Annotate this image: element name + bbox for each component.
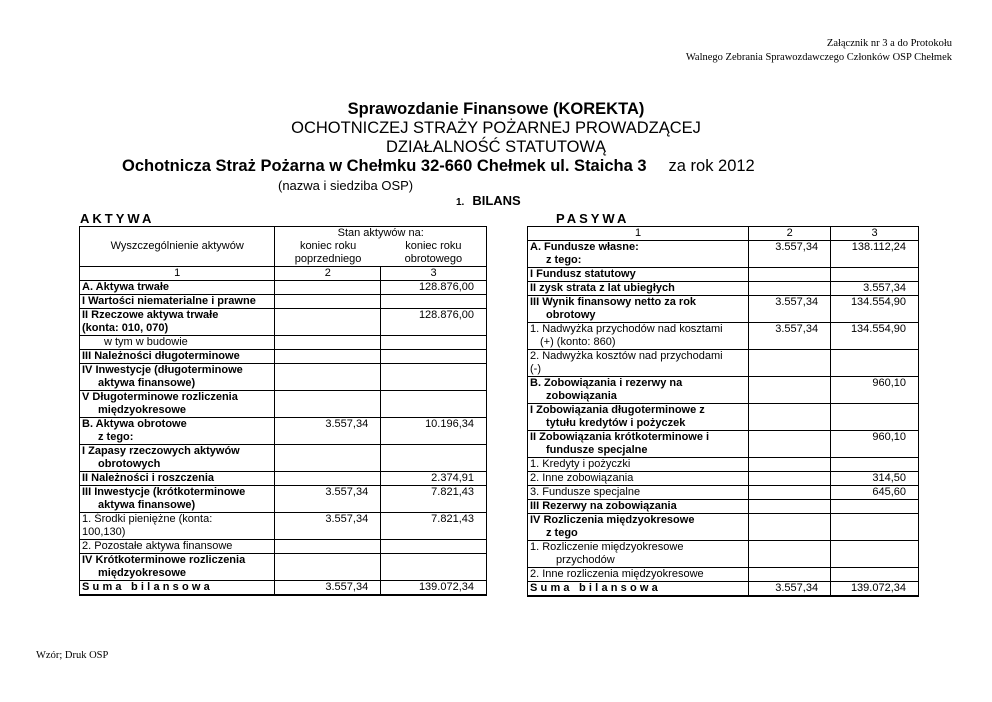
assets-row-label: B. Aktywa obrotowe (82, 418, 187, 430)
liabilities-row-curr-value (831, 458, 919, 472)
liabilities-row-label: III Wynik finansowy netto za rok (530, 296, 697, 308)
liabilities-col-number: 2 (749, 227, 831, 241)
assets-row-label: III Należności długoterminowe (82, 350, 240, 362)
assets-row-label-cell (80, 309, 275, 336)
section-number: 1. (456, 197, 465, 208)
liabilities-row-prev-value (749, 268, 831, 282)
liabilities-row-label: I Fundusz statutowy (530, 268, 636, 280)
assets-row (80, 445, 487, 472)
liabilities-sum-row (528, 582, 919, 597)
assets-row (80, 309, 487, 336)
liabilities-row (528, 472, 919, 486)
liabilities-row-curr-value (831, 514, 919, 541)
liabilities-row-curr-value: 138.112,24 (831, 241, 919, 268)
liabilities-row (528, 377, 919, 404)
assets-row-label-cell (80, 281, 275, 295)
liabilities-row-prev-value: 3.557,34 (749, 241, 831, 268)
liabilities-row-prev-value: 3.557,34 (749, 296, 831, 323)
assets-row-label: III Inwestycje (krótkoterminowe (82, 486, 246, 498)
assets-row-label: II Należności i roszczenia (82, 472, 215, 484)
liabilities-row-label-cell (528, 472, 749, 486)
liabilities-row (528, 514, 919, 541)
assets-row-label: I Zapasy rzeczowych aktywów (82, 445, 240, 457)
assets-row-label-cell (80, 513, 275, 540)
assets-row-label-cell (80, 554, 275, 581)
assets-row-label-cell (80, 364, 275, 391)
liabilities-row-label: IV Rozliczenia międzyokresowe (530, 514, 695, 526)
assets-row-curr-value: 128.876,00 (381, 309, 487, 336)
assets-row-label-continued: 100,130) (82, 526, 126, 538)
assets-row (80, 472, 487, 486)
assets-col-header-label: Wyszczególnienie aktywów (80, 227, 275, 267)
assets-row-label-cell (80, 445, 275, 472)
liabilities-row-curr-value: 134.554,90 (831, 296, 919, 323)
assets-col-number: 2 (275, 267, 381, 281)
assets-row (80, 513, 487, 540)
report-title-block (0, 100, 992, 157)
liabilities-row (528, 486, 919, 500)
assets-row-prev-value (275, 472, 381, 486)
assets-row-label: IV Krótkoterminowe rozliczenia (82, 554, 246, 566)
liabilities-row-curr-value (831, 568, 919, 582)
assets-row-curr-value (381, 336, 487, 350)
liabilities-row-label-cell (528, 541, 749, 568)
assets-row-prev-value (275, 336, 381, 350)
liabilities-row-label-cell (528, 500, 749, 514)
assets-row-label-continued: aktywa finansowe) (98, 377, 196, 389)
assets-sum-curr: 139.072,34 (381, 581, 487, 596)
liabilities-row-label-cell (528, 241, 749, 268)
assets-table (79, 226, 487, 596)
assets-row-label-cell (80, 540, 275, 554)
aktywa-heading: AKTYWA (80, 211, 155, 226)
assets-col-number: 1 (80, 267, 275, 281)
liabilities-row-label-cell (528, 568, 749, 582)
liabilities-row-label: B. Zobowiązania i rezerwy na (530, 377, 683, 389)
liabilities-row-label: 2. Inne rozliczenia międzyokresowe (530, 568, 704, 580)
liabilities-col-number: 3 (831, 227, 919, 241)
section-heading (456, 193, 521, 208)
liabilities-row-prev-value (749, 350, 831, 377)
assets-row-prev-value (275, 445, 381, 472)
assets-row-label-continued: międzyokresowe (98, 567, 187, 579)
liabilities-table (527, 226, 919, 597)
liabilities-row-label: 1. Kredyty i pożyczki (530, 458, 631, 470)
liabilities-row-prev-value (749, 404, 831, 431)
assets-col-number: 3 (381, 267, 487, 281)
assets-row-label-cell (80, 418, 275, 445)
footer-note: Wzór; Druk OSP (36, 650, 109, 661)
liabilities-row-label: A. Fundusze własne: (530, 241, 639, 253)
liabilities-row-prev-value (749, 472, 831, 486)
assets-row-curr-value (381, 554, 487, 581)
liabilities-row-label-cell (528, 458, 749, 472)
assets-sum-prev: 3.557,34 (275, 581, 381, 596)
assets-row-label: A. Aktywa trwałe (82, 281, 170, 293)
liabilities-row-curr-value: 3.557,34 (831, 282, 919, 296)
assets-row-prev-value: 3.557,34 (275, 486, 381, 513)
assets-row-prev-value (275, 350, 381, 364)
osp-name: Ochotnicza Straż Pożarna w Chełmku 32-660 Chełmek ul. Staicha 3 (122, 157, 647, 175)
liabilities-row-label: 3. Fundusze specjalne (530, 486, 641, 498)
assets-row-label-cell (80, 350, 275, 364)
liabilities-row-label-continued: z tego (546, 527, 578, 539)
attachment-note-line2: Walnego Zebrania Sprawozdawczego Członków OSP Chełmek (685, 52, 952, 63)
liabilities-sum-prev: 3.557,34 (749, 582, 831, 597)
assets-row-curr-value (381, 391, 487, 418)
assets-table-body (80, 227, 487, 596)
liabilities-row-label: II Zobowiązania krótkoterminowe i (530, 431, 710, 443)
assets-row-curr-value: 7.821,43 (381, 486, 487, 513)
assets-row-prev-value (275, 364, 381, 391)
liabilities-row (528, 350, 919, 377)
assets-row (80, 364, 487, 391)
attachment-note (686, 37, 952, 65)
assets-row-curr-value (381, 295, 487, 309)
assets-col-curr: koniec roku obrotowego (381, 240, 487, 267)
assets-row-label-cell (80, 486, 275, 513)
liabilities-row (528, 568, 919, 582)
assets-row-curr-value: 2.374,91 (381, 472, 487, 486)
liabilities-row (528, 541, 919, 568)
assets-row-label-continued: (konta: 010, 070) (82, 322, 169, 334)
liabilities-row-label-continued: zobowiązania (546, 390, 617, 402)
assets-row-curr-value (381, 364, 487, 391)
liabilities-row (528, 268, 919, 282)
liabilities-row-label-cell (528, 431, 749, 458)
assets-row-label-continued: międzyokresowe (98, 404, 187, 416)
liabilities-row-label-continued: z tego: (546, 254, 582, 266)
liabilities-row-prev-value (749, 514, 831, 541)
assets-row-label: 1. Środki pieniężne (konta: (82, 513, 213, 525)
liabilities-row-curr-value (831, 404, 919, 431)
assets-row-prev-value (275, 295, 381, 309)
liabilities-row-label-continued: tytułu kredytów i pożyczek (546, 417, 686, 429)
liabilities-row-curr-value: 645,60 (831, 486, 919, 500)
liabilities-row-label-cell (528, 296, 749, 323)
liabilities-row-prev-value (749, 486, 831, 500)
liabilities-row-prev-value (749, 431, 831, 458)
liabilities-row-label-continued: (-) (530, 363, 541, 375)
liabilities-row-curr-value (831, 268, 919, 282)
liabilities-row-curr-value (831, 350, 919, 377)
liabilities-row-label-continued: (+) (konto: 860) (540, 336, 616, 348)
assets-row-prev-value: 3.557,34 (275, 418, 381, 445)
liabilities-row (528, 241, 919, 268)
liabilities-table-body (528, 227, 919, 597)
liabilities-row-prev-value: 3.557,34 (749, 323, 831, 350)
assets-row-label: V Długoterminowe rozliczenia (82, 391, 238, 403)
attachment-note-line1: Załącznik nr 3 a do Protokołu (826, 38, 952, 49)
liabilities-row-label: 2. Inne zobowiązania (530, 472, 634, 484)
liabilities-row-prev-value (749, 568, 831, 582)
assets-row-curr-value (381, 540, 487, 554)
report-year: za rok 2012 (668, 157, 755, 175)
assets-row (80, 281, 487, 295)
liabilities-row-curr-value (831, 541, 919, 568)
report-subtitle-line2: DZIAŁALNOŚĆ STATUTOWĄ (385, 138, 607, 156)
osp-name-caption: (nazwa i siedziba OSP) (278, 178, 414, 193)
assets-row-curr-value (381, 350, 487, 364)
pasywa-heading: PASYWA (556, 211, 630, 226)
liabilities-row (528, 296, 919, 323)
assets-row-label-cell (80, 391, 275, 418)
liabilities-row-label-continued: obrotowy (546, 309, 596, 321)
liabilities-row (528, 500, 919, 514)
assets-row-curr-value: 10.196,34 (381, 418, 487, 445)
assets-row-prev-value (275, 391, 381, 418)
liabilities-row-curr-value (831, 500, 919, 514)
liabilities-row-prev-value (749, 500, 831, 514)
assets-row-label: 2. Pozostałe aktywa finansowe (82, 540, 233, 552)
assets-row-curr-value: 7.821,43 (381, 513, 487, 540)
liabilities-sum-label: Suma bilansowa (528, 582, 749, 597)
liabilities-row (528, 431, 919, 458)
liabilities-row-label: II zysk strata z lat ubiegłych (530, 282, 675, 294)
assets-row-label-cell (80, 336, 275, 350)
assets-col-prev: koniec roku poprzedniego (275, 240, 381, 267)
liabilities-row-label: 1. Nadwyżka przychodów nad kosztami (530, 323, 723, 335)
liabilities-row (528, 404, 919, 431)
liabilities-row-label-cell (528, 514, 749, 541)
osp-line (122, 157, 755, 176)
assets-col-header-group: Stan aktywów na: (275, 227, 487, 241)
liabilities-row-prev-value (749, 377, 831, 404)
liabilities-row-label-cell (528, 377, 749, 404)
liabilities-row-label-cell (528, 282, 749, 296)
assets-sum-label: Suma bilansowa (80, 581, 275, 596)
liabilities-row-prev-value (749, 458, 831, 472)
assets-row-label: I Wartości niematerialne i prawne (82, 295, 256, 307)
assets-row-prev-value: 3.557,34 (275, 513, 381, 540)
liabilities-row-prev-value (749, 541, 831, 568)
liabilities-row-label-cell (528, 323, 749, 350)
liabilities-col-number: 1 (528, 227, 749, 241)
liabilities-row (528, 282, 919, 296)
assets-row-prev-value (275, 540, 381, 554)
assets-row-curr-value (381, 445, 487, 472)
assets-row-curr-value: 128.876,00 (381, 281, 487, 295)
report-title: Sprawozdanie Finansowe (KOREKTA) (347, 100, 645, 118)
assets-row-label-cell (80, 295, 275, 309)
liabilities-row-label-cell (528, 350, 749, 377)
assets-row-prev-value (275, 309, 381, 336)
liabilities-row (528, 323, 919, 350)
assets-row-prev-value (275, 281, 381, 295)
assets-row-label: II Rzeczowe aktywa trwałe (82, 309, 219, 321)
assets-row (80, 540, 487, 554)
assets-row-label-cell (80, 472, 275, 486)
assets-row (80, 336, 487, 350)
assets-row (80, 486, 487, 513)
assets-row (80, 554, 487, 581)
liabilities-row-label-cell (528, 268, 749, 282)
assets-row-label: IV Inwestycje (długoterminowe (82, 364, 243, 376)
liabilities-row-label-continued: fundusze specjalne (546, 444, 648, 456)
section-label: BILANS (472, 193, 521, 208)
report-subtitle-line1: OCHOTNICZEJ STRAŻY POŻARNEJ PROWADZĄCEJ (291, 119, 701, 137)
liabilities-row-label-cell (528, 486, 749, 500)
liabilities-row-label: III Rezerwy na zobowiązania (530, 500, 677, 512)
assets-row-label-continued: aktywa finansowe) (98, 499, 196, 511)
liabilities-col-numbers-row (528, 227, 919, 241)
liabilities-row-curr-value: 314,50 (831, 472, 919, 486)
assets-row (80, 391, 487, 418)
liabilities-sum-curr: 139.072,34 (831, 582, 919, 597)
liabilities-row-label: I Zobowiązania długoterminowe z (530, 404, 705, 416)
liabilities-row-label: 1. Rozliczenie międzyokresowe (530, 541, 684, 553)
assets-row-prev-value (275, 554, 381, 581)
assets-row (80, 418, 487, 445)
assets-row-label-continued: z tego: (98, 431, 134, 443)
liabilities-row-curr-value: 134.554,90 (831, 323, 919, 350)
assets-header-row (80, 227, 487, 241)
assets-row (80, 295, 487, 309)
assets-row-label-continued: obrotowych (98, 458, 161, 470)
assets-row-label: w tym w budowie (104, 336, 188, 348)
assets-col-numbers-row (80, 267, 487, 281)
liabilities-row-curr-value: 960,10 (831, 377, 919, 404)
liabilities-row-curr-value: 960,10 (831, 431, 919, 458)
assets-row (80, 350, 487, 364)
liabilities-row-label: 2. Nadwyżka kosztów nad przychodami (530, 350, 723, 362)
liabilities-row-label-continued: przychodów (556, 554, 615, 566)
liabilities-row (528, 458, 919, 472)
liabilities-row-prev-value (749, 282, 831, 296)
liabilities-row-label-cell (528, 404, 749, 431)
assets-sum-row (80, 581, 487, 596)
